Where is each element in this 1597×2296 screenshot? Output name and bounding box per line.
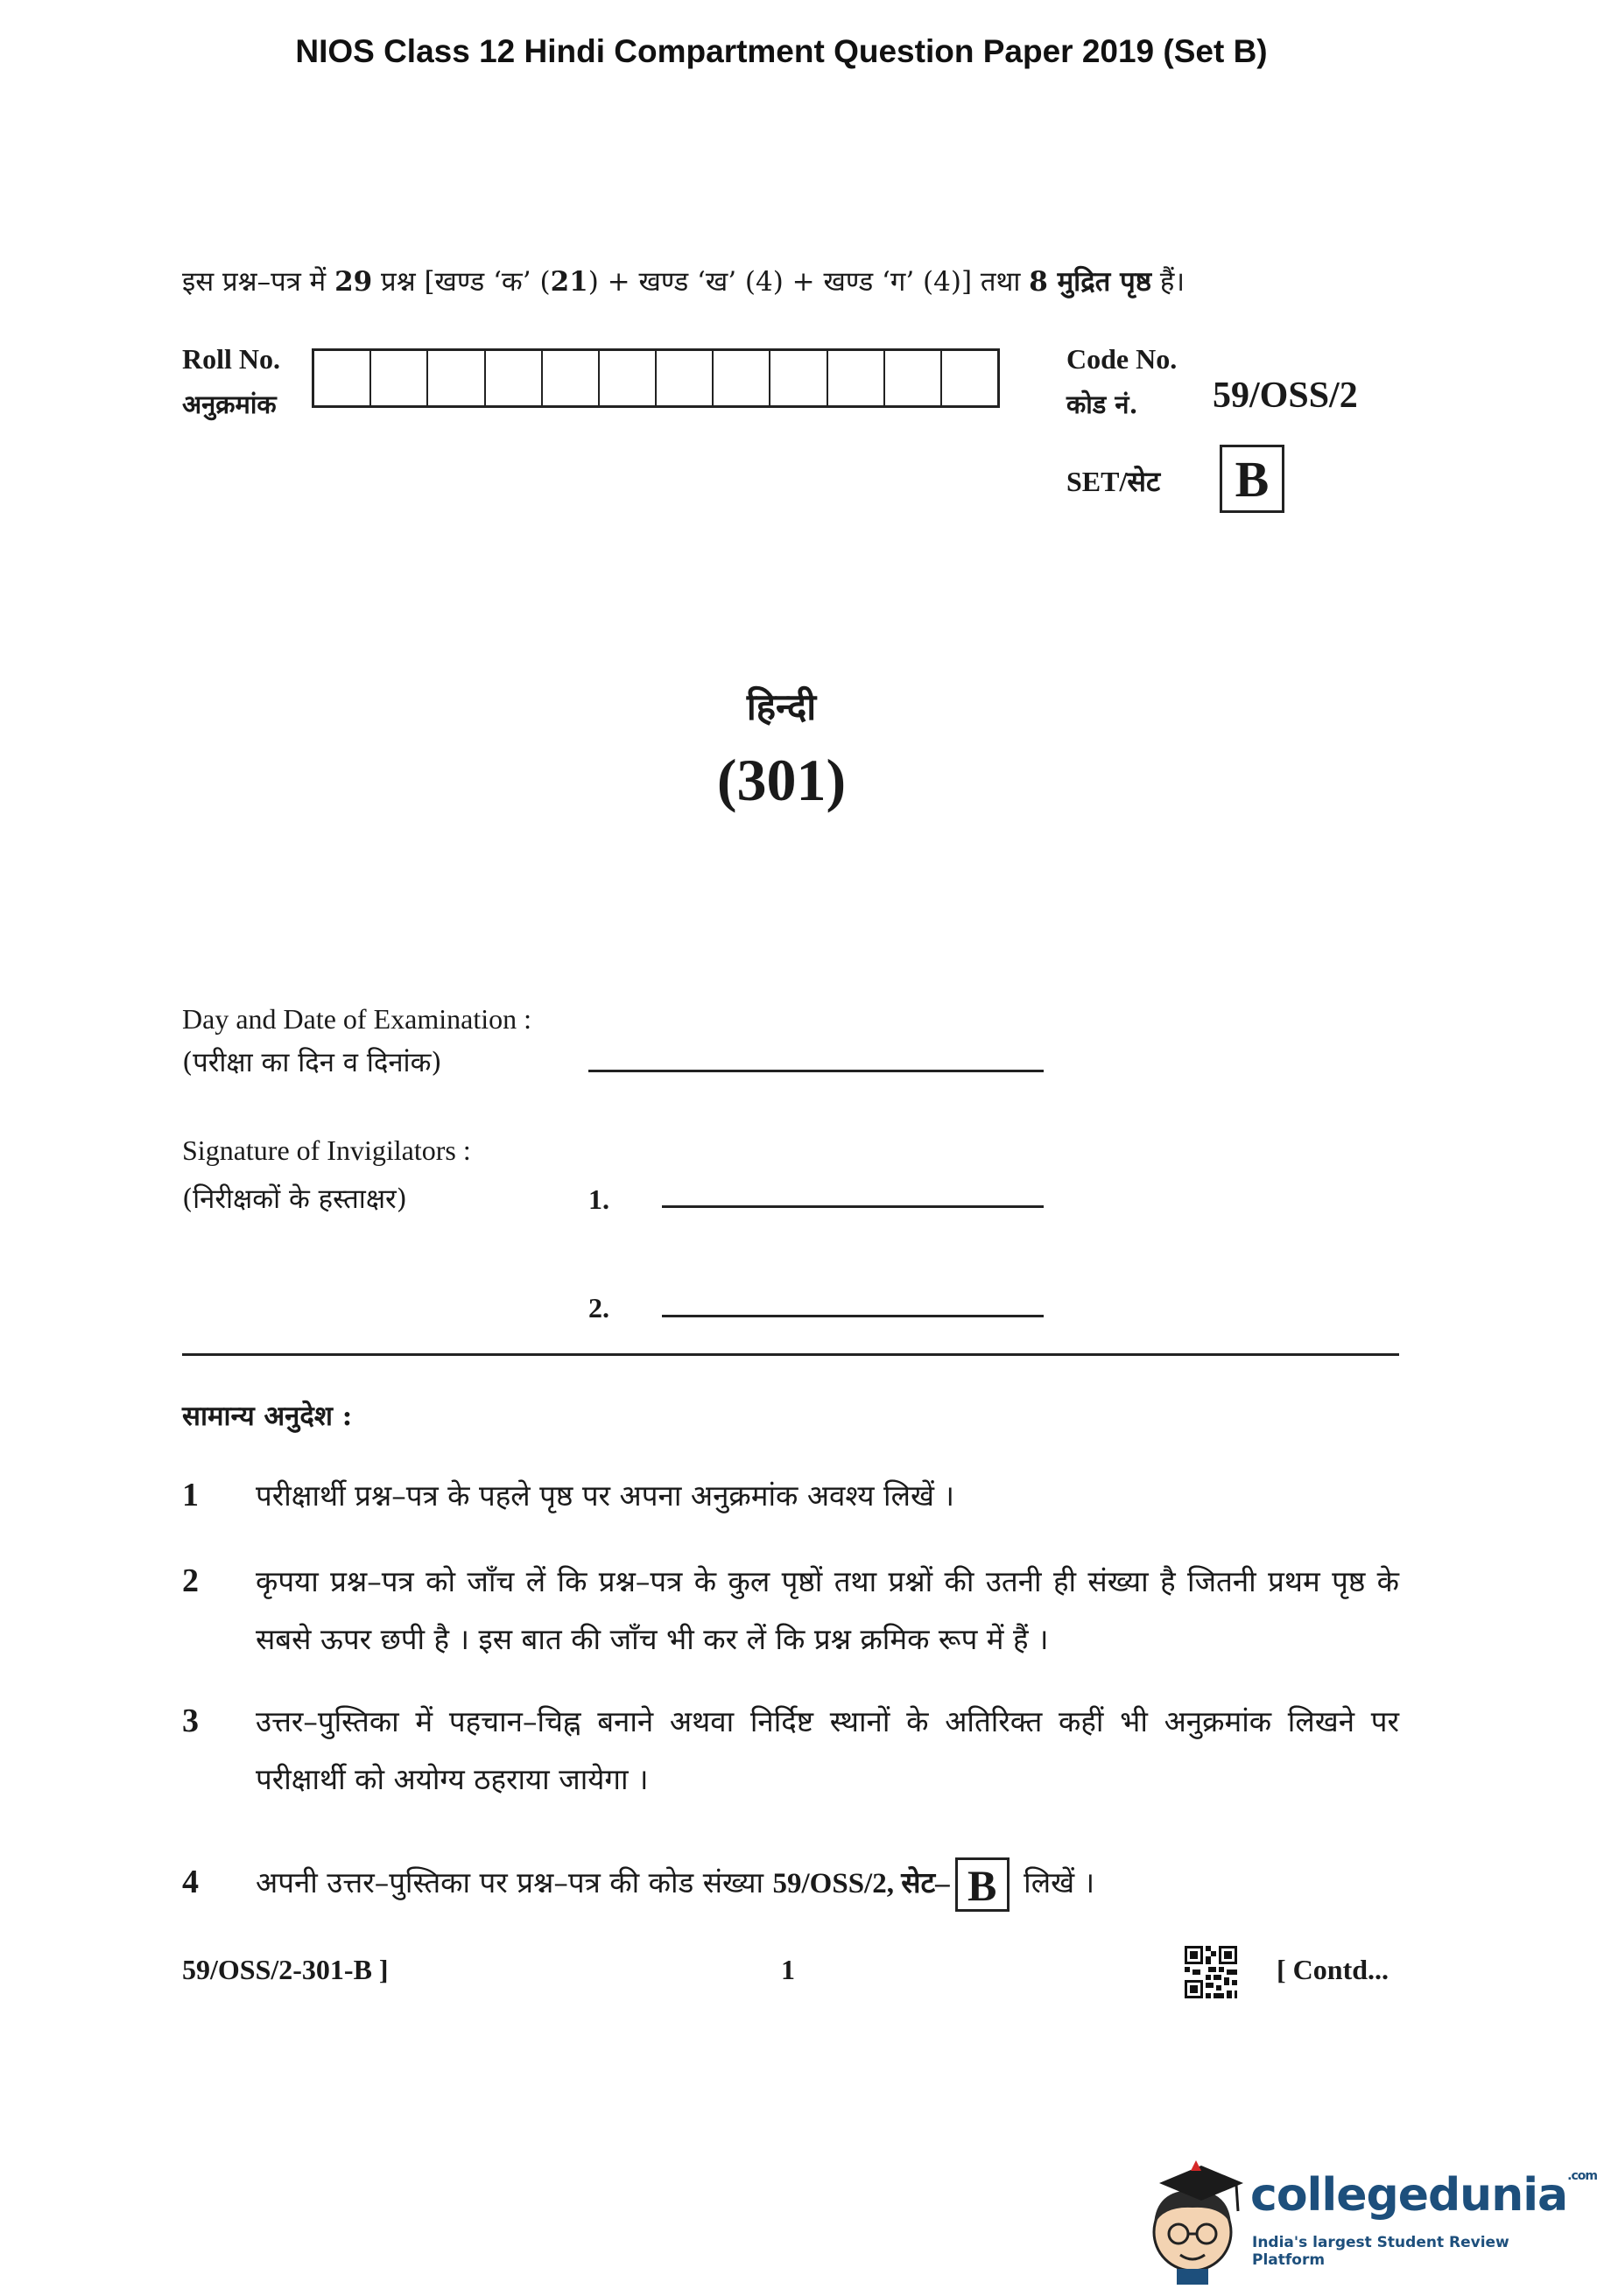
footer-paper-code: 59/OSS/2-301-B ] xyxy=(182,1954,389,1985)
roll-number-cell[interactable] xyxy=(770,351,827,405)
roll-number-cell[interactable] xyxy=(657,351,714,405)
roll-number-cell[interactable] xyxy=(885,351,942,405)
roll-number-cell[interactable] xyxy=(486,351,543,405)
roll-number-label-hindi: अनुक्रमांक xyxy=(182,390,277,419)
note-question-count: 29 xyxy=(334,266,373,298)
exam-date-label: Day and Date of Examination : xyxy=(182,1003,531,1035)
instruction-1-text: परीक्षार्थी प्रश्न–पत्र के पहले पृष्ठ पर अपना अनुक्रमांक अवश्य लिखें । xyxy=(256,1478,954,1513)
brand-tagline: India's largest Student Review Platform xyxy=(1252,2234,1509,2269)
code-number-label-hindi: कोड नं. xyxy=(1066,390,1138,419)
instruction-4-text-b: लिखें । xyxy=(1014,1865,1095,1899)
subject-code: (301) xyxy=(716,747,847,813)
instruction-3-number: 3 xyxy=(182,1703,199,1739)
signature-1-number: 1. xyxy=(588,1183,609,1215)
footer-page-number: 1 xyxy=(781,1954,795,1985)
qr-code-icon xyxy=(1182,1943,1240,2001)
note-rest: ) + खण्ड ‘ख’ (4) + खण्ड ‘ग’ (4)] तथा xyxy=(587,266,1030,298)
roll-number-cell[interactable] xyxy=(371,351,428,405)
note-prefix: इस प्रश्न–पत्र में xyxy=(182,266,335,298)
subject-title: हिन्दी xyxy=(746,685,817,728)
roll-number-cell[interactable] xyxy=(428,351,485,405)
instruction-4-text-a: अपनी उत्तर–पुस्तिका पर प्रश्न–पत्र की कोड संख्या xyxy=(256,1865,773,1899)
signature-2-number: 2. xyxy=(588,1292,609,1324)
roll-number-cell[interactable] xyxy=(714,351,770,405)
code-number-label: Code No. xyxy=(1066,343,1178,375)
set-label: SET/सेट xyxy=(1066,466,1161,497)
set-box: B xyxy=(1220,445,1284,513)
roll-number-boxes[interactable] xyxy=(312,348,1000,408)
instruction-1-number: 1 xyxy=(182,1477,199,1513)
roll-number-cell[interactable] xyxy=(828,351,885,405)
signature-1-field[interactable] xyxy=(662,1205,1044,1208)
note-page-count: 8 मुद्रित पृष्ठ xyxy=(1029,266,1152,298)
instruction-4-code: 59/OSS/2, सेट– xyxy=(772,1868,950,1899)
invigilator-signature-label-hindi: (निरीक्षकों के हस्ताक्षर) xyxy=(182,1183,407,1215)
paper-info-note xyxy=(182,263,1185,299)
instruction-3-text: उत्तर–पुस्तिका में पहचान–चिह्न बनाने अथवा निर्दिष्ट स्थानों के अतिरिक्त कहीं भी अनुक्रमांक लिखने पर परीक्षार्थी को अयोग्य ठहराया जायेगा । xyxy=(256,1704,1399,1796)
instruction-2-number: 2 xyxy=(182,1562,199,1599)
banner-title: NIOS Class 12 Hindi Compartment Question Paper 2019 (Set B) xyxy=(295,33,1268,69)
signature-2-field[interactable] xyxy=(662,1315,1044,1317)
roll-number-cell[interactable] xyxy=(942,351,997,405)
roll-number-cell[interactable] xyxy=(600,351,657,405)
instructions-heading: सामान्य अनुदेश : xyxy=(182,1401,353,1432)
roll-number-label: Roll No. xyxy=(182,343,280,375)
brand-name: collegedunia$^{.com}$ xyxy=(1250,2169,1597,2222)
instruction-4-number: 4 xyxy=(182,1864,199,1900)
instruction-2-text: कृपया प्रश्न–पत्र को जाँच लें कि प्रश्न–पत्र के कुल पृष्ठों तथा प्रश्नों की उतनी ही संख्या है जितनी प्रथम पृष्ठ के सबसे ऊपर छपी है । इस बात की जाँच भी कर लें कि प्रश्न क्रमिक रूप में हैं । xyxy=(256,1564,1399,1656)
exam-date-label-hindi: (परीक्षा का दिन व दिनांक) xyxy=(182,1047,442,1078)
instruction-4-text xyxy=(256,1854,1094,1913)
roll-number-cell[interactable] xyxy=(314,351,371,405)
exam-date-field[interactable] xyxy=(588,1070,1044,1072)
invigilator-signature-label: Signature of Invigilators : xyxy=(182,1134,471,1166)
section-divider xyxy=(182,1353,1399,1356)
instruction-4-set-box: B xyxy=(955,1857,1010,1912)
note-section-a-count: 21 xyxy=(550,266,588,298)
note-mid: प्रश्न [खण्ड ‘क’ ( xyxy=(372,266,551,298)
roll-number-cell[interactable] xyxy=(543,351,600,405)
footer-continued: [ Contd... xyxy=(1277,1954,1389,1985)
note-end: हैं। xyxy=(1151,266,1185,298)
code-number-value: 59/OSS/2 xyxy=(1213,376,1358,416)
